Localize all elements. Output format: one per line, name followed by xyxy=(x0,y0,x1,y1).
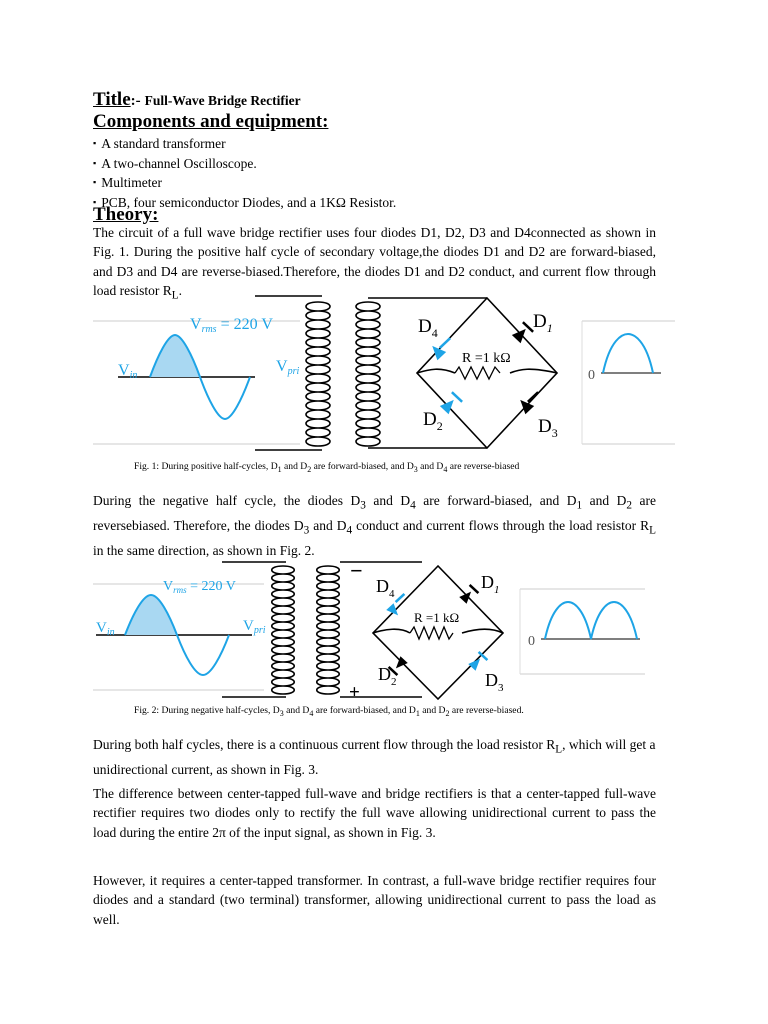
svg-text:R =1 kΩ: R =1 kΩ xyxy=(414,610,460,625)
svg-text:Vrms = 220 V: $V_{rms} = 220$ V xyxy=(163,579,236,595)
svg-text:0: 0 xyxy=(588,368,595,383)
svg-text:+: + xyxy=(349,682,360,703)
components-heading: Components and equipment: xyxy=(93,111,329,132)
svg-text:D3: $D_3$ xyxy=(485,670,504,694)
document-title: Full-Wave Bridge Rectifier xyxy=(144,93,301,108)
list-item: ▪ Multimeter xyxy=(93,174,396,194)
title-line xyxy=(93,89,301,111)
figure-2-diagram xyxy=(0,556,768,706)
svg-text:D3: $D_3$ xyxy=(538,416,558,440)
svg-text:Vrms = 220 V: Vrms = 220 V xyxy=(190,316,273,335)
theory-paragraph-4: The difference between center-tapped full-wave and bridge rectifiers is that a center-tapped full-wave rectifier requires two diodes only to rectify the full wave allowing unidirectional current to pass the load during the entire 2π of the input signal, as shown in Fig. 3. xyxy=(93,786,656,840)
svg-text:Vin: $V_{in}$ xyxy=(96,620,115,638)
theory-paragraph-3: During both half cycles, there is a continuous current flow through the load resistor $R_L$, which will get a unidirectional current, as shown in Fig. 3. xyxy=(93,737,656,777)
svg-text:R =1 kΩ: R =1 kΩ xyxy=(462,351,511,366)
theory-paragraph-2: During the negative half cycle, the diodes $D_3$ and $D_4$ are forward-biased, and $D_1$ and $D_2$ are reversebiased. Therefore, the diodes $D_3$ and $D_4$ conduct and current flows through the load resistor $R_L$ in the same direction, as shown in Fig. 2. xyxy=(93,493,657,558)
title-label: Title xyxy=(93,89,131,110)
figure-2-caption: Fig. 2: During negative half-cycles, $D_3$ and $D_4$ are forward-biased, and $D_1$ and $D_2$ are reverse-biased. xyxy=(134,705,524,718)
svg-text:Vpri: Vpri xyxy=(276,358,300,377)
list-item: ▪ A standard transformer xyxy=(93,135,396,155)
svg-text:D4: $D_4$ xyxy=(418,316,438,340)
svg-text:−: − xyxy=(350,558,363,583)
theory-paragraph-5: However, it requires a center-tapped transformer. In contrast, a full-wave bridge rectifier requires four diodes and a standard (two terminal) transformer, allowing unidirectional current to pass the load as well. xyxy=(93,873,656,927)
list-item: ▪ A two-channel Oscilloscope. xyxy=(93,155,396,175)
svg-text:D4: $D_4$ xyxy=(376,576,395,600)
list-item: ▪ PCB, four semiconductor Diodes, and a 1KΩ Resistor. xyxy=(93,194,396,214)
svg-text:D2: $D_2$ xyxy=(423,409,443,433)
svg-text:D1: $D_1$ xyxy=(481,572,500,596)
title-separator: :- xyxy=(130,93,141,109)
svg-text:0: 0 xyxy=(528,634,535,649)
theory-heading: Theory: xyxy=(93,204,159,225)
svg-text:Vin: Vin xyxy=(118,362,138,381)
svg-text:D2: $D_2$ xyxy=(378,664,397,688)
figure-1-caption: Fig. 1: During positive half-cycles, $D_1$ and $D_2$ are forward-biased, and $D_3$ and $D_4$ are reverse-biased xyxy=(134,461,520,474)
svg-text:Vpri: $V_{pri}$ xyxy=(243,618,266,636)
figure-1-diagram xyxy=(0,290,768,460)
svg-text:D1: $D_1$ xyxy=(533,311,553,335)
components-list xyxy=(93,135,396,213)
theory-paragraph-1: The circuit of a full wave bridge rectifier uses four diodes D1, D2, D3 and D4connected as shown in Fig. 1. During the positive half cycle of secondary voltage,the diodes D1 and D2 are forward-biased, and D3 and D4 are reverse-biased.Therefore, the diodes D1 and D2 conduct, and current flow through load resistor $R_L$. xyxy=(93,225,656,302)
